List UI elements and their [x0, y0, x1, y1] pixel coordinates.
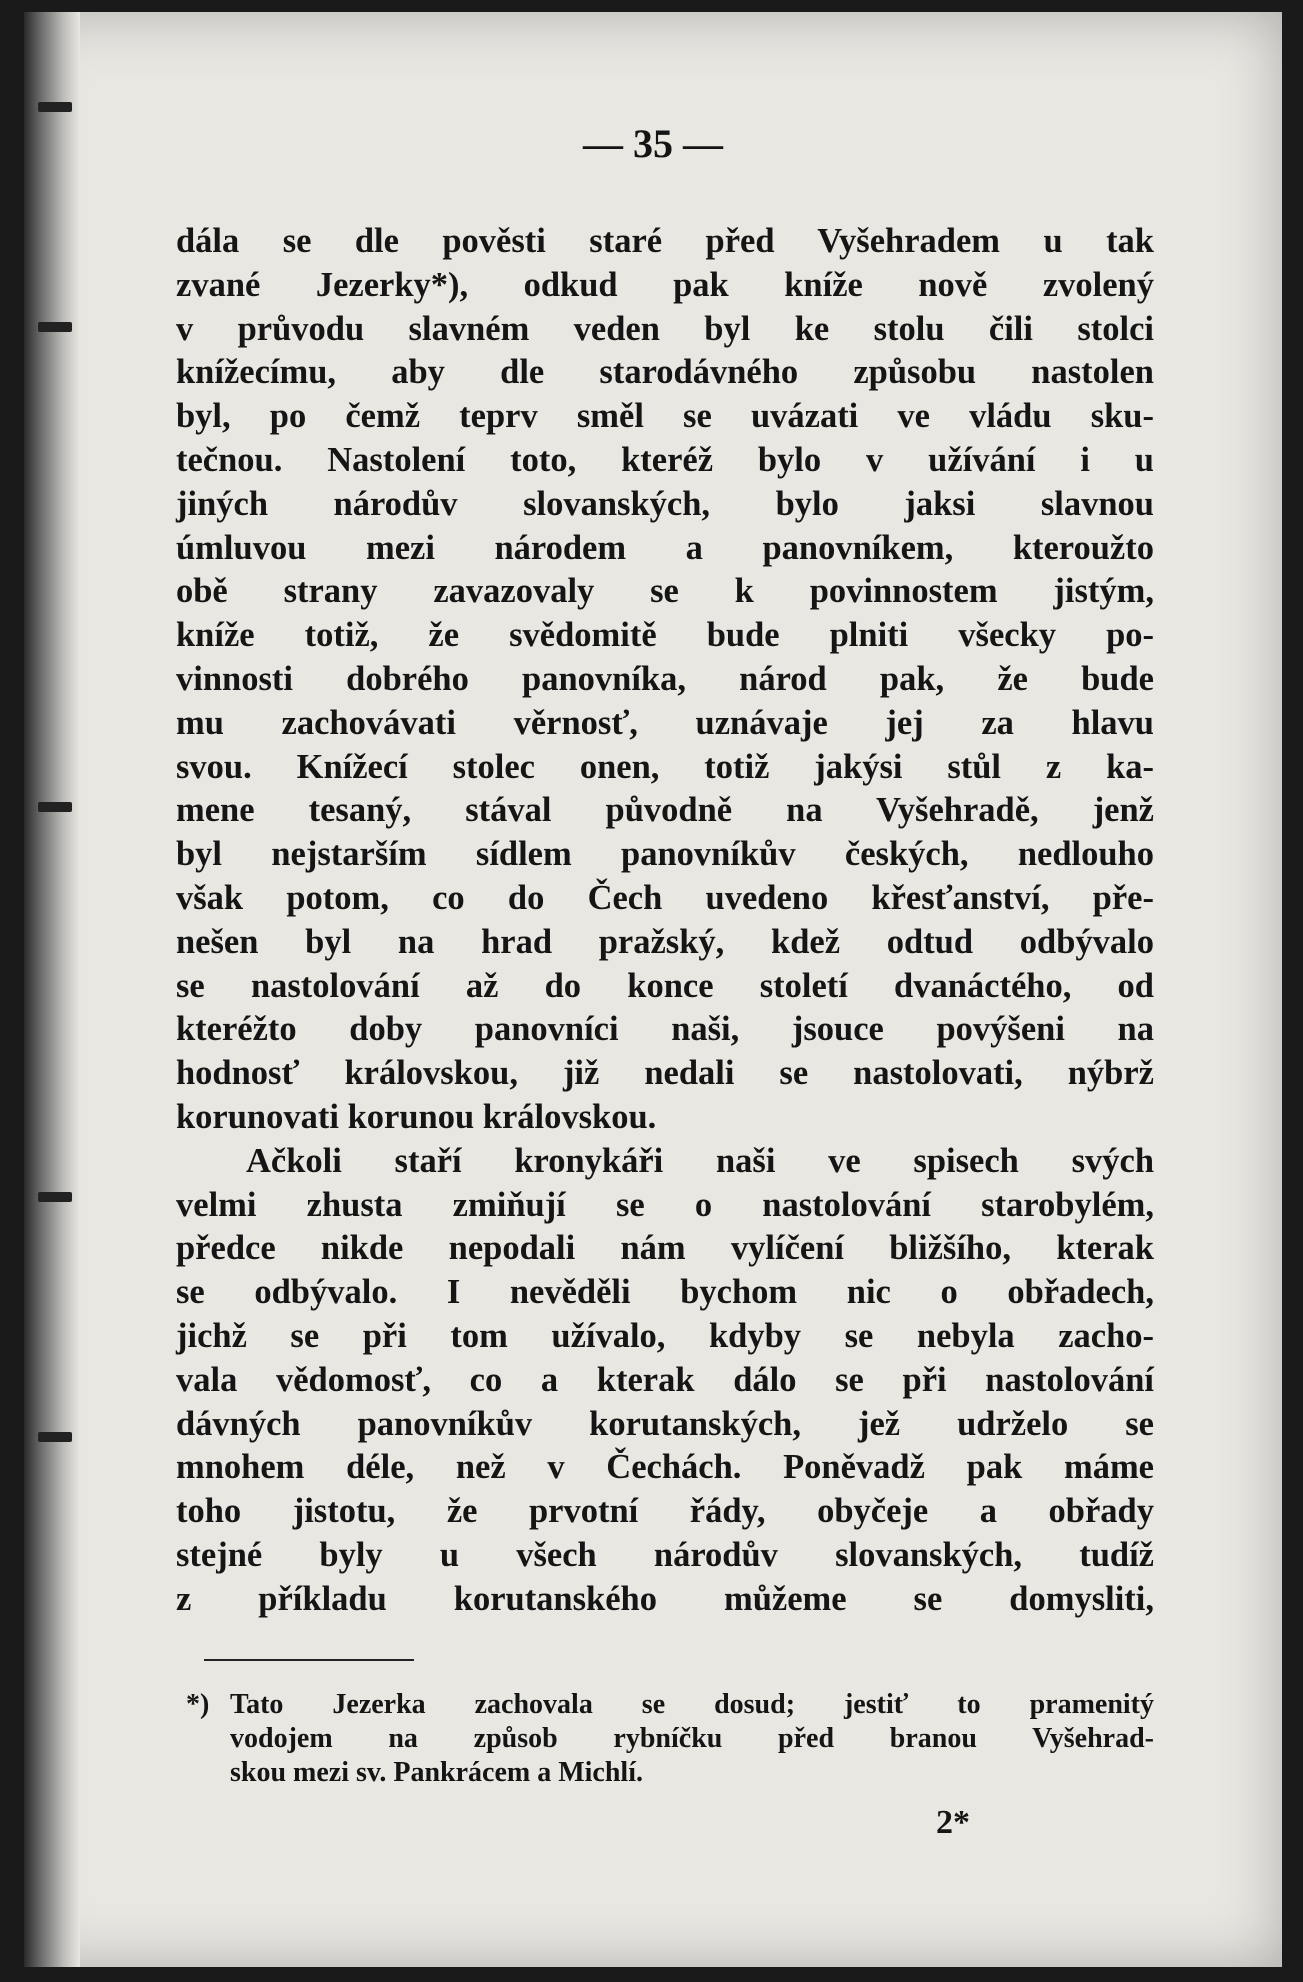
- text-line: úmluvou mezi národem a panovníkem, kteroužto: [176, 528, 1154, 567]
- text-line: stejné byly u všech národův slovanských, tudíž: [176, 1535, 1154, 1574]
- binding-stitch: [38, 802, 72, 812]
- text-line: dávných panovníkův korutanských, jež udrželo se: [176, 1404, 1154, 1443]
- text-line: v průvodu slavném veden byl ke stolu čili stolci: [176, 309, 1154, 348]
- text-line: mu zachovávati věrnosť, uznávaje jej za hlavu: [176, 703, 1154, 742]
- text-line: však potom, co do Čech uvedeno křesťanství, pře-: [176, 878, 1154, 917]
- binding-stitch: [38, 1432, 72, 1442]
- footnote-marker: *): [186, 1689, 210, 1720]
- text-line: předce nikde nepodali nám vylíčení bližšího, kterak: [176, 1229, 1154, 1268]
- text-line: jiných národův slovanských, bylo jaksi slavnou: [176, 484, 1154, 523]
- text-line: byl nejstarším sídlem panovníkův českých, nedlouho: [176, 835, 1154, 874]
- binding-stitch: [38, 1192, 72, 1202]
- binding-stitch: [38, 102, 72, 112]
- text-line: zvané Jezerky*), odkud pak kníže nově zvolený: [176, 265, 1154, 304]
- text-line: kníže totiž, že svědomitě bude plniti všecky po-: [176, 616, 1154, 655]
- text-line: Ačkoli staří kronykáři naši ve spisech svých: [246, 1141, 1154, 1180]
- text-line: dála se dle pověsti staré před Vyšehradem u tak: [176, 222, 1154, 260]
- text-line: hodnosť královskou, již nedali se nastolovati, nýbrž: [176, 1054, 1154, 1093]
- text-line: z příkladu korutanského můžeme se domysliti,: [176, 1579, 1154, 1618]
- text-line: velmi zhusta zmiňují se o nastolování starobylém,: [176, 1185, 1154, 1224]
- paragraph-1: [176, 220, 1154, 1140]
- text-line: knížecímu, aby dle starodávného způsobu nastolen: [176, 353, 1154, 392]
- footnote: [186, 1688, 1154, 1790]
- footnote-line: skou mezi sv. Pankrácem a Michlí.: [230, 1757, 643, 1788]
- footnote-divider: [204, 1659, 414, 1661]
- text-line: byl, po čemž teprv směl se uvázati ve vládu sku-: [176, 397, 1154, 436]
- footnote-line: vodojem na způsob rybníčku před branou Vyšehrad-: [230, 1723, 1154, 1754]
- text-line: se odbývalo. I nevěděli bychom nic o obřadech,: [176, 1273, 1154, 1312]
- book-binding: [24, 12, 80, 1967]
- text-line: jichž se při tom užívalo, kdyby se nebyla zacho-: [176, 1316, 1154, 1355]
- paragraph-2: [176, 1140, 1154, 1622]
- text-line: korunovati korunou královskou.: [176, 1097, 657, 1136]
- text-line: se nastolování až do konce století dvanáctého, od: [176, 966, 1154, 1005]
- text-line: kteréžto doby panovníci naši, jsouce povýšeni na: [176, 1010, 1154, 1049]
- text-line: toho jistotu, že prvotní řády, obyčeje a obřady: [176, 1492, 1154, 1531]
- page-number: — 35 —: [583, 121, 723, 166]
- text-line: svou. Knížecí stolec onen, totiž jakýsi stůl z ka-: [176, 747, 1154, 786]
- body-text: [176, 220, 1154, 1622]
- binding-stitch: [38, 322, 72, 332]
- text-line: obě strany zavazovaly se k povinnostem jistým,: [176, 572, 1154, 611]
- book-page: [24, 12, 1282, 1967]
- text-line: vinnosti dobrého panovníka, národ pak, že bude: [176, 659, 1154, 698]
- text-line: nešen byl na hrad pražský, kdež odtud odbývalo: [176, 922, 1154, 961]
- text-line: mnohem déle, než v Čechách. Poněvadž pak máme: [176, 1448, 1154, 1487]
- text-line: mene tesaný, stával původně na Vyšehradě, jenž: [176, 791, 1154, 830]
- text-line: tečnou. Nastolení toto, kteréž bylo v užívání i u: [176, 440, 1154, 479]
- text-line: vala vědomosť, co a kterak dálo se při nastolování: [176, 1360, 1154, 1399]
- signature-mark: 2*: [936, 1804, 970, 1841]
- footnote-line: Tato Jezerka zachovala se dosud; jestiť to pramenitý: [230, 1689, 1154, 1720]
